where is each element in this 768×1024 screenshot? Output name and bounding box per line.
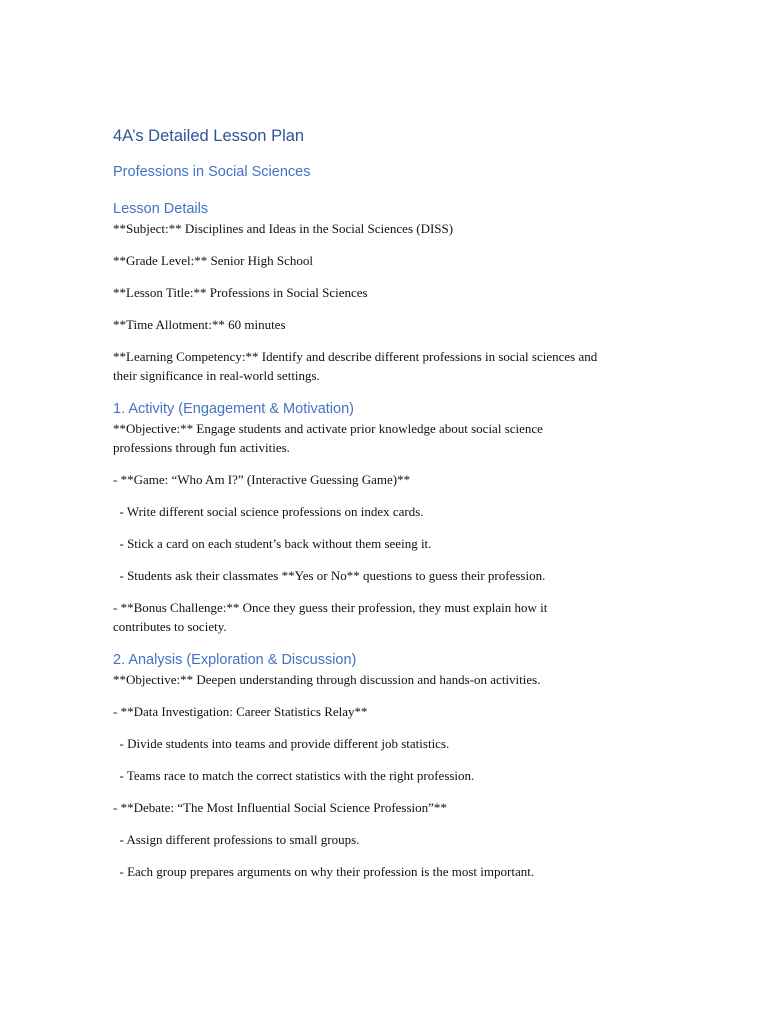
bonus-line-1: - **Bonus Challenge:** Once they guess their profession, they must explain how it [113, 600, 548, 615]
game-step-3: - Students ask their classmates **Yes or No** questions to guess their profession. [113, 568, 546, 583]
grade-line: **Grade Level:** Senior High School [113, 253, 314, 268]
game-item: - **Game: “Who Am I?” (Interactive Guessing Game)** [113, 472, 411, 487]
analysis-heading: 2. Analysis (Exploration & Discussion) [113, 652, 357, 668]
analysis-objective: **Objective:** Deepen understanding through discussion and hands-on activities. [113, 672, 541, 687]
subject-line: **Subject:** Disciplines and Ideas in the Social Sciences (DISS) [113, 221, 454, 236]
investigation-item: - **Data Investigation: Career Statistics Relay** [113, 704, 368, 719]
lesson-details-heading: Lesson Details [113, 201, 209, 217]
debate-step-1: - Assign different professions to small groups. [113, 832, 360, 847]
topic-heading: Professions in Social Sciences [113, 164, 311, 180]
game-step-2: - Stick a card on each student’s back without them seeing it. [113, 536, 432, 551]
competency-line-1: **Learning Competency:** Identify and describe different professions in social sciences and [113, 349, 598, 364]
lesson-title-line: **Lesson Title:** Professions in Social Sciences [113, 285, 368, 300]
document-title: 4A’s Detailed Lesson Plan [113, 127, 305, 145]
bonus-line-2: contributes to society. [113, 619, 227, 634]
activity-objective-line-1: **Objective:** Engage students and activate prior knowledge about social science [113, 421, 543, 436]
investigation-step-1: - Divide students into teams and provide different job statistics. [113, 736, 450, 751]
game-step-1: - Write different social science professions on index cards. [113, 504, 424, 519]
debate-step-2: - Each group prepares arguments on why their profession is the most important. [113, 864, 535, 879]
activity-heading: 1. Activity (Engagement & Motivation) [113, 401, 354, 417]
time-allotment-line: **Time Allotment:** 60 minutes [113, 317, 286, 332]
investigation-step-2: - Teams race to match the correct statistics with the right profession. [113, 768, 475, 783]
competency-line-2: their significance in real-world settings. [113, 368, 320, 383]
activity-objective-line-2: professions through fun activities. [113, 440, 290, 455]
document-page [113, 120, 673, 881]
debate-item: - **Debate: “The Most Influential Social Science Profession”** [113, 800, 447, 815]
